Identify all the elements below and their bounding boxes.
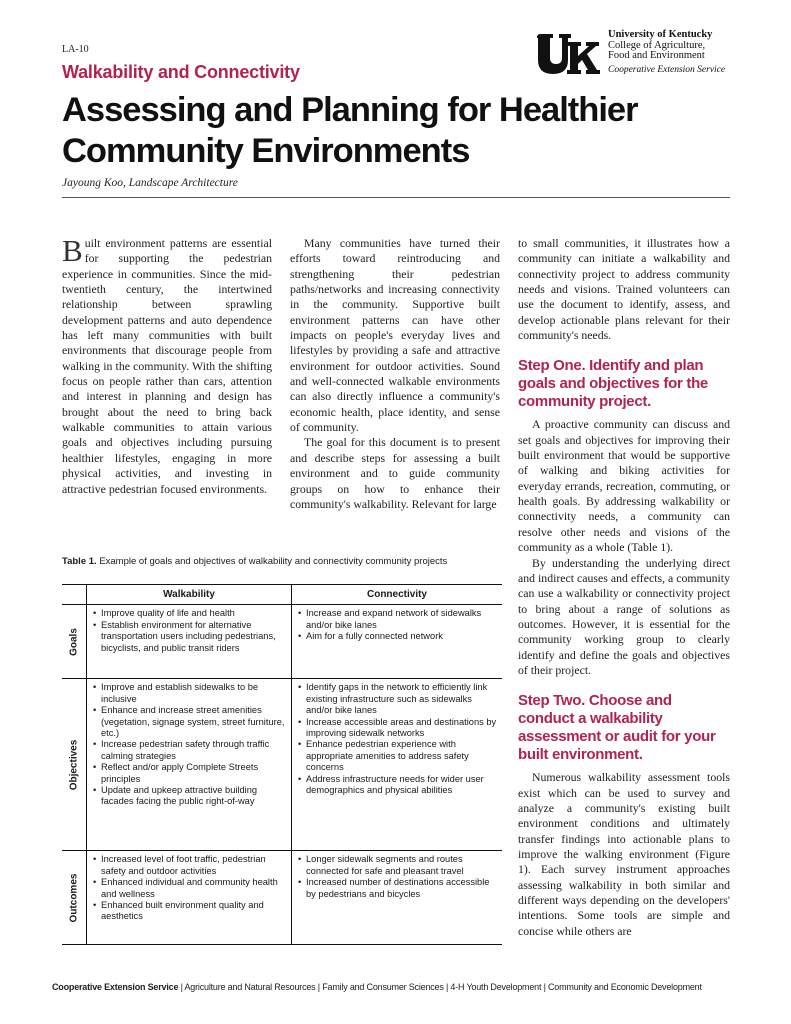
table-row [62, 679, 502, 851]
uk-logo-icon [537, 30, 601, 80]
row-header [62, 851, 87, 945]
paragraph: to small communities, it illustrates how a community can initiate a walkability and connectivity project to address community needs and visions. Trained volunteers can use the document to identify, assess, and develop actionable plans relevant for their community's needs. [518, 236, 730, 343]
page-footer [52, 982, 742, 992]
table-cell [292, 605, 503, 679]
intro-text: uilt environment patterns are essential for supporting the pedestrian experience in communities. Since the mid-twentieth century, the intertwined relationship between sprawling development patterns and auto dependence has left many communities with built environments that discourage people from walking in the community. With the shifting focus on people rather than cars, attention and interest in planning and design has brought about the need to bring back walkable communities to attain various goals and objectives including pursuing healthier lifestyles, engaging in more physical activities, and investing in attractive pedestrian focused environments. [62, 236, 272, 496]
list-item: • Increase pedestrian safety through traffic calming strategies [101, 739, 287, 762]
drop-cap: B [62, 233, 83, 268]
paragraph: A proactive community can discuss and set goals and objectives for improving their built environment that would be supportive of walking and biking activities for everyday errands, recreation, commuting, or health goals. By addressing walkability or connectivity needs, a community can resolve other needs and visions of the community as a whole (Table 1). [518, 417, 730, 555]
table-cell [87, 851, 292, 945]
page-title: Assessing and Planning for Healthier Community Environments [62, 91, 638, 170]
author-line: Jayoung Koo, Landscape Architecture [62, 177, 238, 189]
paragraph: By understanding the underlying direct and indirect causes and effects, a community can use a walkability or connectivity project to bring about a range of solutions as outcomes. However, it is essential for the community working group to clearly identify and define the goals and objectives of their project. [518, 555, 730, 677]
list-item: • Enhance pedestrian experience with appropriate amenities to address safety concerns [306, 739, 498, 773]
column-3 [518, 236, 730, 939]
university-block [608, 30, 725, 75]
intro-paragraph [62, 233, 272, 497]
list-item: • Longer sidewalk segments and routes connected for safe and pleasant travel [306, 854, 498, 877]
list-item: • Improve and establish sidewalks to be inclusive [101, 682, 287, 705]
table-row [62, 851, 502, 945]
row-label: Objectives [68, 739, 80, 791]
list-item: • Enhanced individual and community health and wellness [101, 877, 287, 900]
list-item: • Enhance and increase street amenities (vegetation, signage system, street furniture, etc.) [101, 705, 287, 739]
table-caption-text: Example of goals and objectives of walkability and connectivity community projects [99, 556, 448, 567]
college-line-1: College of Agriculture, [608, 39, 706, 51]
list-item: • Address infrastructure needs for wider user demographics and physical abilities [306, 774, 498, 797]
publication-id: LA-10 [62, 44, 89, 55]
header-divider [62, 197, 730, 198]
paragraph: The goal for this document is to present and describe steps for assessing a built environment and to guide community groups on how to enhance their community's walkability. Relevant for large [290, 435, 500, 511]
column-1 [62, 233, 272, 497]
college-line-2: Food and Environment [608, 50, 705, 61]
series-title: Walkability and Connectivity [62, 62, 300, 82]
list-item: • Increased number of destinations accessible by pedestrians and bicycles [306, 877, 498, 900]
table-caption-label: Table 1. [62, 556, 97, 567]
list-item: • Increase accessible areas and destinations by improving sidewalk networks [306, 717, 498, 740]
footer-lead: Cooperative Extension Service [52, 982, 179, 992]
table-row [62, 605, 502, 679]
column-header-walkability: Walkability [87, 585, 292, 605]
table-cell [292, 851, 503, 945]
column-2 [290, 236, 500, 512]
list-item: • Increased level of foot traffic, pedestrian safety and outdoor activities [101, 854, 287, 877]
column-header-connectivity: Connectivity [292, 585, 503, 605]
row-label: Outcomes [68, 873, 80, 923]
step-one-heading: Step One. Identify and plan goals and objectives for the community project. [518, 357, 708, 411]
table-caption [62, 556, 502, 567]
extension-service: Cooperative Extension Service [608, 64, 726, 75]
list-item: • Update and upkeep attractive building facades facing the public right-of-way [101, 785, 287, 808]
table-corner [62, 585, 87, 605]
list-item: • Increase and expand network of sidewalks and/or bike lanes [306, 608, 498, 631]
footer-programs: | Agriculture and Natural Resources | Family and Consumer Sciences | 4-H Youth Development | Community and Economic Development [178, 982, 702, 992]
list-item: • Establish environment for alternative transportation users including pedestrians, bicyclists, and public transit riders [101, 620, 287, 654]
row-label: Goals [68, 628, 80, 656]
row-header [62, 679, 87, 851]
step-two-heading: Step Two. Choose and conduct a walkability assessment or audit for your built environment. [518, 692, 716, 764]
list-item: • Enhanced built environment quality and aesthetics [101, 900, 287, 923]
university-name: University of Kentucky [608, 29, 713, 40]
goals-objectives-table [62, 584, 502, 945]
paragraph: Numerous walkability assessment tools exist which can be used to survey and analyze a community's existing built environment conditions and ultimately transfer findings into actionable plans to improve the walking environment (Figure 1). Each survey instrument approaches assessing walkability in both similar and different ways depending on the developers' intentions. Some tools are simple and concise while others are [518, 770, 730, 938]
list-item: • Aim for a fully connected network [306, 631, 498, 642]
list-item: • Identify gaps in the network to efficiently link existing infrastructure such as sidewalks and/or bike lanes [306, 682, 498, 716]
table-cell [292, 679, 503, 851]
list-item: • Reflect and/or apply Complete Streets principles [101, 762, 287, 785]
table-cell [87, 605, 292, 679]
paragraph: Many communities have turned their efforts toward reintroducing and strengthening their pedestrian paths/networks and increasing connectivity in the community. Supportive built environment patterns can have other impacts on people's everyday lives and lifestyles by providing a safe and attractive environment for outdoor activities. Sound and well-connected walkable environments can also directly influence a community's economic health, place identity, and sense of community. [290, 236, 500, 435]
list-item: • Improve quality of life and health [101, 608, 287, 619]
row-header [62, 605, 87, 679]
table-cell [87, 679, 292, 851]
